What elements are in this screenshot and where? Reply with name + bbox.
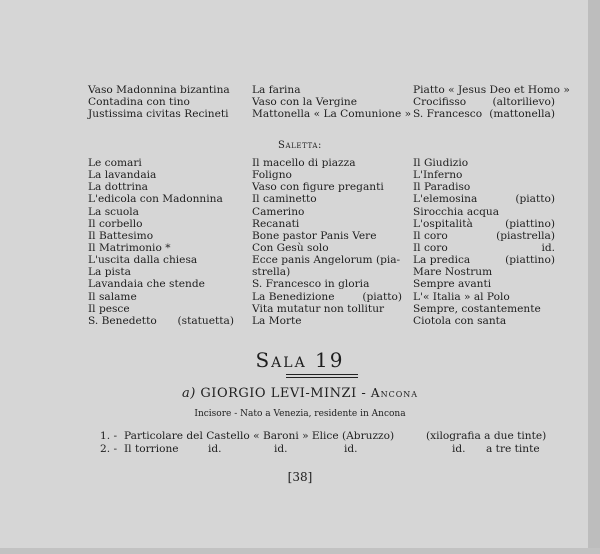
list-item <box>252 169 402 181</box>
item-text: L'« Italia » al Polo <box>413 290 510 303</box>
item-text: La Morte <box>252 314 302 327</box>
list-item <box>88 193 234 205</box>
item-text: Ecce panis Angelorum (pia- <box>252 254 401 267</box>
artist-name: GIORGIO LEVI-MINZI <box>200 386 357 401</box>
list-item <box>252 254 402 266</box>
item-text: Il Battesimo <box>88 229 154 242</box>
list-item: Mattonella « La Comunione » <box>252 108 412 121</box>
work-ditto: id. <box>452 442 466 455</box>
list-item <box>252 266 402 278</box>
artist-dash: - <box>356 386 371 401</box>
item-text: Il corbello <box>88 217 143 230</box>
saletta-column-2 <box>252 157 402 327</box>
item-text: S. Francesco <box>413 108 483 121</box>
item-text: Ciotola con santa <box>413 314 507 327</box>
work-number: 2. - <box>100 442 118 455</box>
list-item <box>88 315 234 327</box>
item-text: Crocifisso <box>413 96 467 109</box>
item-text: Mare Nostrum <box>413 266 493 279</box>
list-item <box>252 315 402 327</box>
top-column-2 <box>252 84 412 121</box>
artist-heading <box>0 386 600 401</box>
list-item <box>252 157 402 169</box>
artist-letter: a) <box>181 386 196 401</box>
list-item <box>413 218 555 230</box>
item-text: S. Francesco in gloria <box>252 278 370 291</box>
item-note: (statuetta) <box>177 314 234 327</box>
item-text: Vita mutatur non tollitur <box>252 302 385 315</box>
saletta-column-3 <box>413 157 555 327</box>
item-note: (piastrella) <box>496 229 555 242</box>
list-item <box>413 157 555 169</box>
item-text: Sirocchia acqua <box>413 205 500 218</box>
work-ditto: id. <box>208 442 222 455</box>
item-text: Il pesce <box>88 302 130 315</box>
list-item <box>88 206 234 218</box>
list-item <box>252 193 402 205</box>
item-note: (altorilievo) <box>492 96 555 109</box>
list-item <box>88 303 234 315</box>
item-text: Vaso con figure preganti <box>252 181 384 194</box>
saletta-heading: Saletta: <box>278 140 322 151</box>
item-text: Il Matrimonio * <box>88 241 171 254</box>
item-text: L'elemosina <box>413 193 478 206</box>
item-note: (piattino) <box>505 217 555 230</box>
list-item <box>413 315 555 327</box>
work-ditto: id. <box>344 442 358 455</box>
item-text: Foligno <box>252 169 292 182</box>
top-column-1 <box>88 84 234 120</box>
item-text: Il Giudizio <box>413 157 469 169</box>
artist-city: Ancona <box>370 386 419 400</box>
item-text: L'ospitalità <box>413 217 473 230</box>
list-item <box>413 181 555 193</box>
saletta-column-1 <box>88 157 234 327</box>
list-item <box>413 242 555 254</box>
item-note: (mattonella) <box>489 108 555 121</box>
page-number: [38] <box>287 470 313 484</box>
list-item: Vaso Madonnina bizantina <box>88 84 230 96</box>
item-text: Recanati <box>252 217 300 230</box>
list-item <box>88 169 234 181</box>
list-item <box>252 303 402 315</box>
item-note: (piattino) <box>505 254 555 267</box>
list-item <box>88 181 234 193</box>
item-text: La scuola <box>88 205 139 218</box>
list-item <box>88 266 234 278</box>
work-number: 1. - <box>100 430 118 442</box>
item-text: Lavandaia che stende <box>88 278 205 291</box>
work-ditto: id. <box>274 442 288 455</box>
item-text: Il Paradiso <box>413 181 471 194</box>
sala-heading: Sala 19 <box>255 348 345 372</box>
list-item <box>413 266 555 278</box>
item-text: La Benedizione <box>252 290 335 303</box>
list-item: Justissima civitas Recineti <box>88 108 229 121</box>
list-item <box>413 291 555 303</box>
item-text: S. Benedetto <box>88 314 157 327</box>
list-item <box>252 206 402 218</box>
item-note: (piatto) <box>362 290 402 303</box>
item-note: id. <box>541 241 555 254</box>
work-item <box>100 443 560 456</box>
list-item <box>88 254 234 266</box>
list-item <box>88 218 234 230</box>
item-text: Sempre avanti <box>413 278 492 291</box>
list-item <box>252 242 402 254</box>
list-item <box>88 157 234 169</box>
item-text: L'edicola con Madonnina <box>88 193 223 206</box>
list-item <box>413 193 555 205</box>
list-item <box>413 108 555 120</box>
list-item <box>413 230 555 242</box>
work-title: Il torrione <box>124 442 179 455</box>
list-item <box>88 278 234 290</box>
item-text: Bone pastor Panis Vere <box>252 229 377 242</box>
works-list <box>100 430 560 455</box>
artist-note: Incisore - Nato a Venezia, residente in Ancona <box>194 409 406 419</box>
list-item <box>413 278 555 290</box>
list-item <box>252 230 402 242</box>
item-text: strella) <box>252 266 291 279</box>
item-text: Sempre, costantemente <box>413 302 541 315</box>
item-text: Il salame <box>88 290 137 303</box>
heading-rule-top <box>286 374 358 375</box>
item-text: Piatto « Jesus Deo et Homo » <box>413 84 570 96</box>
item-text: La pista <box>88 266 131 279</box>
work-item <box>100 430 560 443</box>
list-item: Vaso con la Vergine <box>252 96 358 109</box>
item-text: La lavandaia <box>88 169 157 182</box>
item-text: Il coro <box>413 229 448 242</box>
list-item <box>413 169 555 181</box>
list-item <box>88 242 234 254</box>
item-text: L'Inferno <box>413 169 463 182</box>
list-item <box>413 206 555 218</box>
item-note: (piatto) <box>515 193 555 206</box>
heading-rule-bottom <box>286 377 358 378</box>
list-item <box>252 218 402 230</box>
item-text: Il caminetto <box>252 193 317 206</box>
list-item <box>413 84 570 96</box>
work-technique: (xilografia a due tinte) <box>426 430 547 442</box>
top-column-3 <box>413 84 570 121</box>
list-item <box>252 291 402 303</box>
item-text: Il coro <box>413 241 448 254</box>
item-text: Con Gesù solo <box>252 241 329 254</box>
list-item <box>413 96 555 108</box>
item-text: Le comari <box>88 157 142 169</box>
item-text: La dottrina <box>88 181 148 194</box>
page-edge-bottom <box>0 548 600 554</box>
item-text: Camerino <box>252 205 305 218</box>
item-text: La predica <box>413 254 471 267</box>
list-item <box>88 230 234 242</box>
list-item: Contadina con tino <box>88 96 190 109</box>
list-item <box>252 278 402 290</box>
list-item <box>413 254 555 266</box>
work-technique: a tre tinte <box>486 442 540 455</box>
list-item: La farina <box>252 84 301 96</box>
list-item <box>88 291 234 303</box>
item-text: L'uscita dalla chiesa <box>88 254 198 267</box>
item-text: Il macello di piazza <box>252 157 356 169</box>
list-item <box>413 303 555 315</box>
list-item <box>252 181 402 193</box>
work-title: Particolare del Castello « Baroni » Elice (Abruzzo) <box>124 430 395 442</box>
